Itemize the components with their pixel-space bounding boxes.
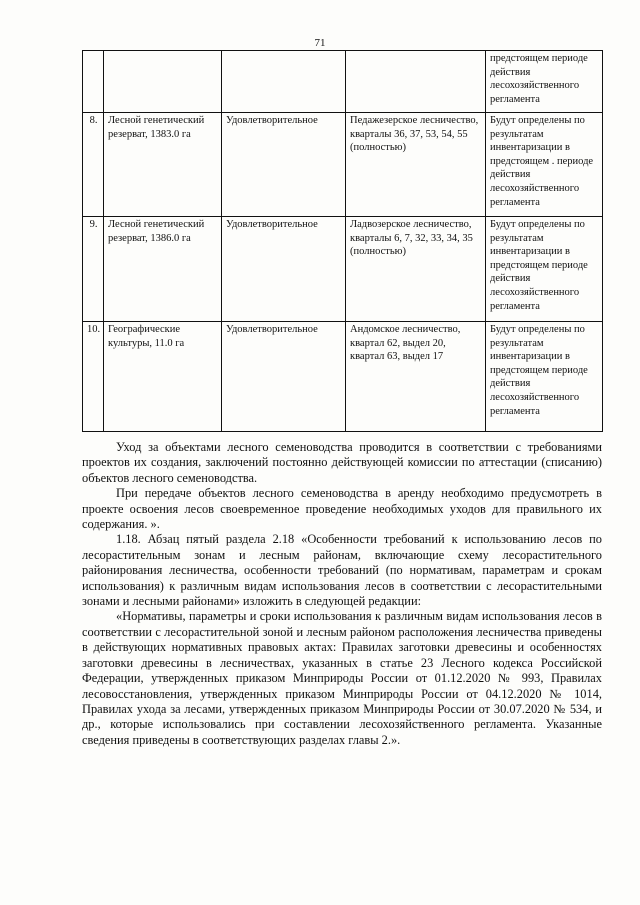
table-row xyxy=(83,51,603,113)
paragraph: «Нормативы, параметры и сроки использования к различным видам использования лесов в соответствии с лесорастительной зоной и лесным районом расположения лесничества приведены в действующих нормативных правовых актах: Правилах заготовки древесины и особенностях заготовки древесины в лесничествах, указанных в статье 23 Лесного кодекса Российской Федерации, утвержденных приказом Минприроды России от 01.12.2020 № 993, Правилах лесовосстановления, утвержденных приказом Минприроды России от 04.12.2020 № 1014, Правилах ухода за лесами, утвержденных приказом Минприроды России от 30.07.2020 № 534, и др., которые использовались при составлении лесохозяйственного регламента. Указанные сведения приведены в соответствующих разделах главы 2.». xyxy=(82,609,602,747)
object-location: Андомское лесничество, квартал 62, выдел 20, квартал 63, выдел 17 xyxy=(346,322,486,432)
object-location xyxy=(346,51,486,113)
object-location: Ладвозерское лесничество, кварталы 6, 7, 32, 33, 34, 35 (полностью) xyxy=(346,217,486,322)
row-number: 9. xyxy=(83,217,104,322)
table-row xyxy=(83,113,603,217)
object-name: Географические культуры, 11.0 га xyxy=(104,322,222,432)
object-state: Удовлетворительное xyxy=(222,322,346,432)
forest-seed-objects-table xyxy=(82,50,603,432)
object-state: Удовлетворительное xyxy=(222,113,346,217)
row-number xyxy=(83,51,104,113)
paragraph: 1.18. Абзац пятый раздела 2.18 «Особенности требований к использованию лесов по лесорастительным зонам и лесным районам, включающие схему лесорастительного районирования лесничества, особенности требований (по нормативам, параметрам и срокам использования) к различным видам использования лесов в соответствии с лесорастительными зонами и лесными районами» изложить в следующей редакции: xyxy=(82,532,602,609)
object-name: Лесной генетический резерват, 1383.0 га xyxy=(104,113,222,217)
table-row xyxy=(83,322,603,432)
object-note: Будут определены по результатам инвентаризации в предстоящем периоде действия лесохозяйственного регламента xyxy=(486,322,603,432)
paragraph: При передаче объектов лесного семеноводства в аренду необходимо предусмотреть в проекте освоения лесов своевременное проведение необходимых уходов для правильного их содержания. ». xyxy=(82,486,602,532)
page-number: 71 xyxy=(314,37,326,49)
row-number: 10. xyxy=(83,322,104,432)
object-location: Педажезерское лесничество, кварталы 36, 37, 53, 54, 55 (полностью) xyxy=(346,113,486,217)
object-name xyxy=(104,51,222,113)
object-state: Удовлетворительное xyxy=(222,217,346,322)
paragraph: Уход за объектами лесного семеноводства проводится в соответствии с требованиями проектов их создания, заключений постоянно действующей комиссии по аттестации (списанию) объектов лесного семеноводства. xyxy=(82,440,602,485)
table-row xyxy=(83,217,603,322)
object-note: Будут определены по результатам инвентаризации в предстоящем периоде действия лесохозяйственного регламента xyxy=(486,217,603,322)
object-state xyxy=(222,51,346,113)
object-note: предстоящем периоде действия лесохозяйственного регламента xyxy=(486,51,603,113)
row-number: 8. xyxy=(83,113,104,217)
body-text xyxy=(82,440,602,748)
object-name: Лесной генетический резерват, 1386.0 га xyxy=(104,217,222,322)
object-note: Будут определены по результатам инвентаризации в предстоящем . периоде действия лесохозяйственного регламента xyxy=(486,113,603,217)
